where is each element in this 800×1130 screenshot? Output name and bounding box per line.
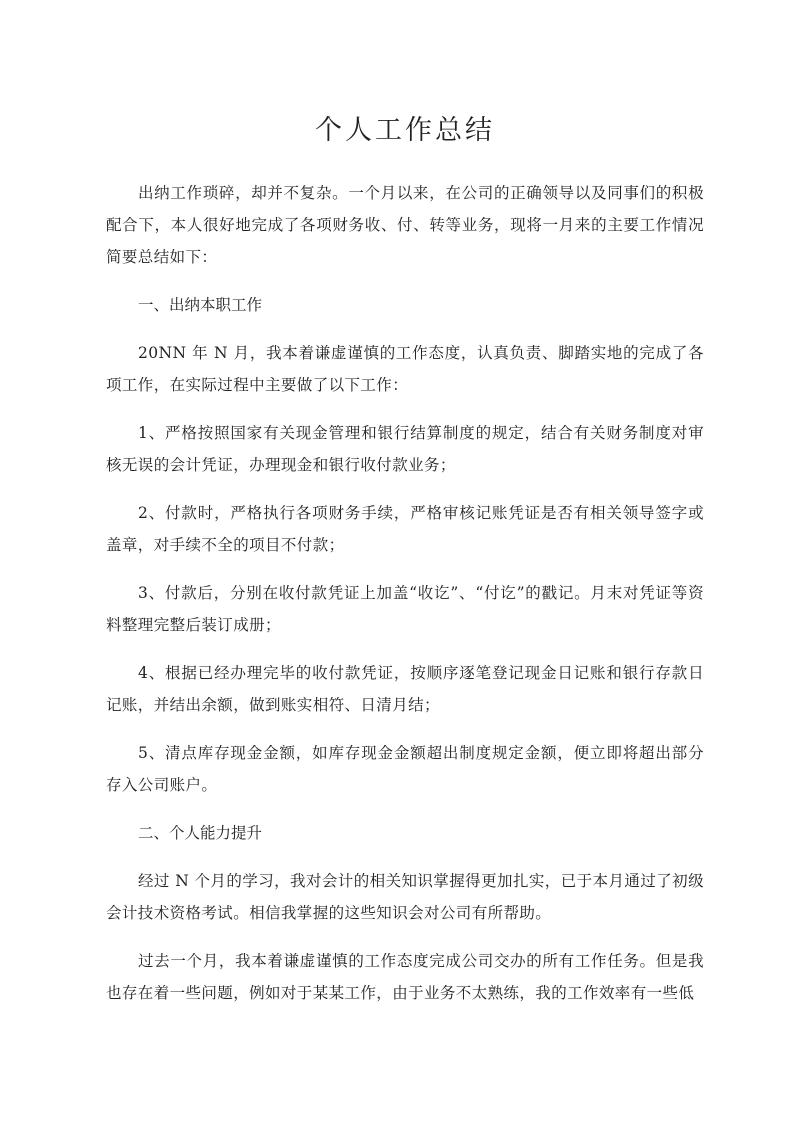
duty-item-3: 3、付款后，分别在收付款凭证上加盖“收讫”、“付讫”的戳记。月末对凭证等资料整理完整后装订成册； — [106, 584, 704, 634]
document-title: 个人工作总结 — [315, 115, 495, 146]
section-heading-ability: 二、个人能力提升 — [138, 824, 263, 842]
duty-item-1: 1、严格按照国家有关现金管理和银行结算制度的规定，结合有关财务制度对审核无误的会计凭证，办理现金和银行收付款业务； — [106, 424, 704, 474]
duty-item-4: 4、根据已经办理完毕的收付款凭证，按顺序逐笔登记现金日记账和银行存款日记账，并结出余额，做到账实相符、日清月结； — [106, 664, 704, 714]
duty-item-2: 2、付款时，严格执行各项财务手续，严格审核记账凭证是否有相关领导签字或盖章，对手续不全的项目不付款； — [106, 504, 704, 554]
duties-intro-paragraph: 20NN 年 N 月，我本着谦虚谨慎的工作态度，认真负责、脚踏实地的完成了各项工作，在实际过程中主要做了以下工作： — [106, 344, 704, 394]
reflection-paragraph: 过去一个月，我本着谦虚谨慎的工作态度完成公司交办的所有工作任务。但是我也存在着一些问题，例如对于某某工作，由于业务不太熟练，我的工作效率有一些低 — [106, 952, 704, 1002]
ability-paragraph: 经过 N 个月的学习，我对会计的相关知识掌握得更加扎实，已于本月通过了初级会计技术资格考试。相信我掌握的这些知识会对公司有所帮助。 — [106, 872, 704, 922]
section-heading-duties: 一、出纳本职工作 — [138, 296, 263, 314]
duty-item-5: 5、清点库存现金金额，如库存现金金额超出制度规定金额，便立即将超出部分存入公司账户。 — [106, 744, 704, 794]
intro-paragraph: 出纳工作琐碎，却并不复杂。一个月以来，在公司的正确领导以及同事们的积极配合下，本人很好地完成了各项财务收、付、转等业务，现将一月来的主要工作情况简要总结如下： — [106, 184, 704, 266]
